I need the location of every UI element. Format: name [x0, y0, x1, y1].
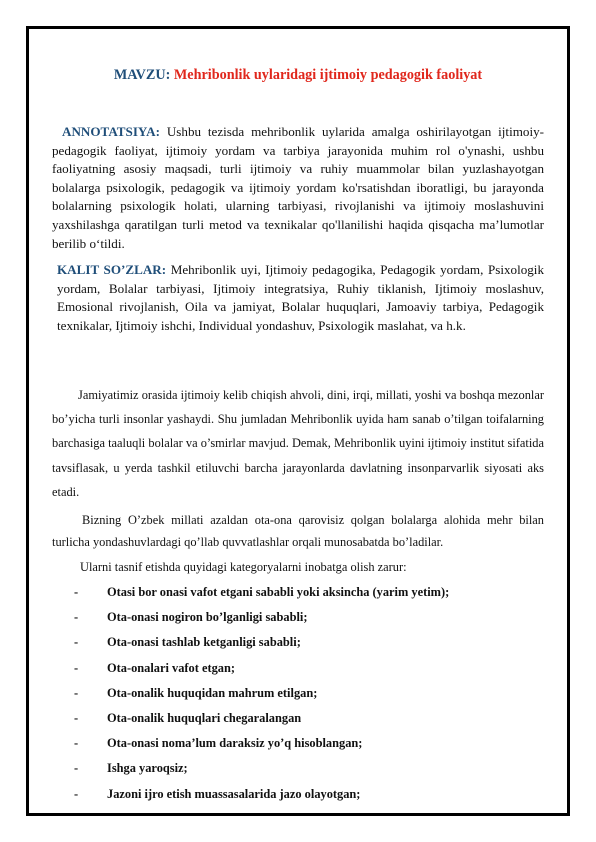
- list-bullet: -: [74, 635, 79, 650]
- annotation-section: [52, 123, 544, 253]
- list-bullet: -: [74, 610, 79, 625]
- list-item: - Ota-onasi nogiron bo’lganligi sababli;: [74, 606, 544, 631]
- list-bullet: -: [74, 761, 79, 776]
- title-label: MAVZU:: [113, 67, 171, 83]
- title-text: Mehribonlik uylaridagi ijtimoiy pedagogik faoliyat: [173, 67, 483, 83]
- keywords-section: [57, 261, 544, 335]
- list-bullet: -: [74, 660, 79, 675]
- list-item: - Otasi bor onasi vafot etgani sababli yoki aksincha (yarim yetim);: [74, 581, 544, 606]
- body-paragraph-1: Jamiyatimiz orasida ijtimoiy kelib chiqish ahvoli, dini, irqi, millati, yoshi va boshqa mezonlar bo’yicha turli insonlar yashaydi. Shu jumladan Mehribonlik uyida ham sanab o’tilgan toifalarning barchasiga taaluqli bolalar va o’smirlar mavjud. Demak, Mehribonlik uyini ijtimoiy institut sifatida tavsiflasak, u yerda tashkil etiluvchi barcha jarayonlarda davlatning insonparvarlik siyosati aks etadi.: [52, 388, 544, 499]
- body-paragraph-2: Bizning O’zbek millati azaldan ota-ona qarovisiz qolgan bolalarga alohida mehr bilan turlicha yondashuvlardagi qo’llab quvvatlashlar orqali munosabatda bo’ladilar.: [52, 513, 544, 549]
- list-item: - Ota-onalik huquqlari chegaralangan: [74, 707, 544, 732]
- list-item: - Jazoni ijro etish muassasalarida jazo olayotgan;: [74, 783, 544, 808]
- document-title: [0, 67, 596, 84]
- annotation-text: Ushbu tezisda mehribonlik uylarida amalga oshirilayotgan ijtimoiy-pedagogik faoliyat, ijtimoiy yordam va tarbiya jarayonida muhim rol o'ynashi, ushbu faoliyatning asosiy maqsadi, turli ijtimoiy va ruhiy muammolar bilan yuzlashayotgan bolalarga psixologik, pedagogik va ijtimoiy yordam ko'rsatishdan iboratligi, bu jarayonda bolalarning psixologik holati, ularning tarbiyasi, rivojlanishi va ijtimoiy moslashuvini yaxshilashga qaratilgan turli metod va texnikalar qo'llanilishi haqida qisqacha ma’lumotlar berilib o‘tildi.: [52, 124, 544, 251]
- list-bullet: -: [74, 585, 79, 599]
- keywords-label: KALIT SO’ZLAR:: [57, 262, 167, 277]
- list-bullet: -: [74, 685, 79, 700]
- annotation-label: ANNOTATSIYA:: [62, 124, 160, 139]
- keywords-text: Mehribonlik uyi, Ijtimoiy pedagogika, Pedagogik yordam, Psixologik yordam, Bolalar tarbiyasi, Ijtimoiy integratsiya, Ruhiy tiklanish, Ijtimoiy moslashuv, Emosional rivojlanish, Oila va jamiyat, Bolalar huquqlari, Jamoaviy tarbiya, Pedagogik texnikalar, Ijtimoiy ishchi, Individual yondashuv, Psixologik maslahat, va h.k.: [57, 262, 544, 333]
- list-bullet: -: [74, 736, 79, 751]
- body-paragraph-3: Ularni tasnif etishda quyidagi kategoryalarni inobatga olish zarur:: [80, 560, 407, 574]
- list-item: - Ota-onalik huquqidan mahrum etilgan;: [74, 682, 544, 707]
- list-item: - Ishga yaroqsiz;: [74, 757, 544, 782]
- category-list: [74, 581, 544, 808]
- list-bullet: -: [74, 710, 79, 725]
- list-item: - Ota-onasi tashlab ketganligi sababli;: [74, 631, 544, 656]
- list-item: - Ota-onalari vafot etgan;: [74, 657, 544, 682]
- list-bullet: -: [74, 786, 79, 801]
- list-item: - Ota-onasi noma’lum daraksiz yo’q hisoblangan;: [74, 732, 544, 757]
